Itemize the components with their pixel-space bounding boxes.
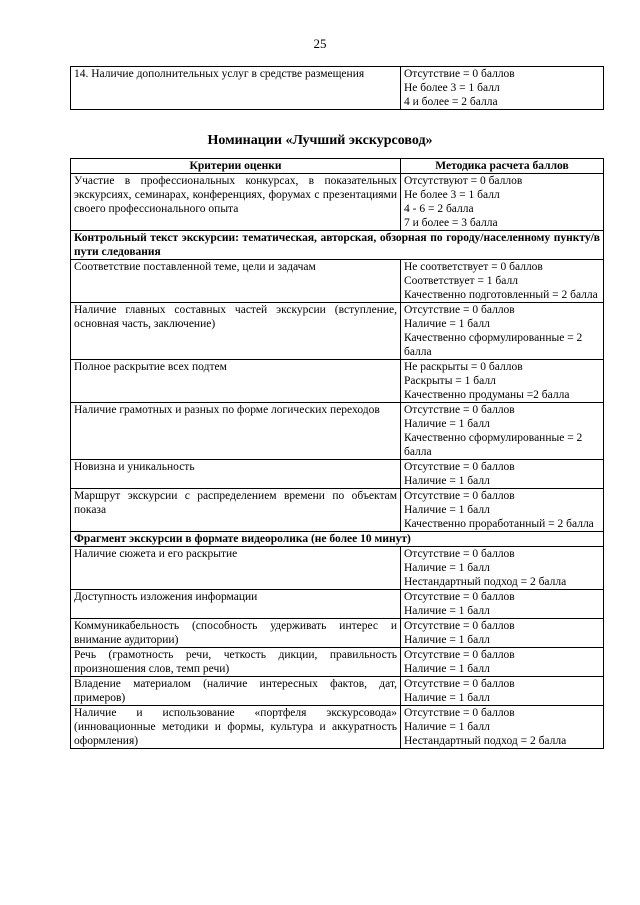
score-line: Отсутствие = 0 баллов [404,649,515,661]
criterion-cell: Маршрут экскурсии с распределением времени по объектам показа [71,489,401,532]
section-title: Фрагмент экскурсии в формате видеоролика (не более 10 минут) [71,532,604,547]
section-row [71,532,604,547]
header-row [71,159,604,174]
criterion-cell: Коммуникабельность (способность удерживать интерес и внимание аудитории) [71,619,401,648]
score-line: 4 - 6 = 2 балла [404,203,474,215]
score-line: Нестандартный подход = 2 балла [404,735,567,747]
criterion-cell: Наличие грамотных и разных по форме логических переходов [71,403,401,460]
score-line: Наличие = 1 балл [404,418,490,430]
criterion-cell: Наличие главных составных частей экскурсии (вступление, основная часть, заключение) [71,303,401,360]
score-line: Не соответствует = 0 баллов [404,261,543,273]
table-row [71,547,604,590]
table-row [71,677,604,706]
score-line: Качественно подготовленный = 2 балла [404,289,598,301]
score-line: Качественно сформулированные = 2 балла [404,332,583,358]
table-row [71,706,604,749]
criterion-cell: Речь (грамотность речи, четкость дикции, правильность произношения слов, темп речи) [71,648,401,677]
score-line: Отсутствие = 0 баллов [404,68,515,80]
table-body [71,174,604,749]
criterion-cell: 14. Наличие дополнительных услуг в средстве размещения [71,67,401,110]
table-row [71,403,604,460]
score-line: 4 и более = 2 балла [404,96,498,108]
score-line: Соответствует = 1 балл [404,275,518,287]
score-line: Качественно проработанный = 2 балла [404,518,594,530]
header-method: Методика расчета баллов [401,159,604,174]
evaluation-table [70,158,604,749]
score-line: Наличие = 1 балл [404,504,490,516]
criterion-cell: Доступность изложения информации [71,590,401,619]
scores-cell [401,303,604,360]
table-row [71,489,604,532]
scores-cell [401,67,604,110]
table-row [71,590,604,619]
score-line: Отсутствие = 0 баллов [404,620,515,632]
score-line: Отсутствие = 0 баллов [404,678,515,690]
score-line: Отсутствие = 0 баллов [404,461,515,473]
score-line: Нестандартный подход = 2 балла [404,576,567,588]
score-line: Не более 3 = 1 балл [404,189,500,201]
criterion-cell: Наличие сюжета и его раскрытие [71,547,401,590]
score-line: 7 и более = 3 балла [404,217,498,229]
top-criteria-table [70,66,604,110]
criterion-cell: Наличие и использование «портфеля экскурсовода» (инновационные методики и формы, культура и аккуратность оформления) [71,706,401,749]
scores-cell [401,619,604,648]
criterion-cell: Новизна и уникальность [71,460,401,489]
scores-cell [401,260,604,303]
criterion-cell: Соответствие поставленной теме, цели и задачам [71,260,401,303]
scores-cell [401,547,604,590]
header-criteria: Критерии оценки [71,159,401,174]
table-row [71,648,604,677]
section-title: Контрольный текст экскурсии: тематическая, авторская, обзорная по городу/населенному пункту/в пути следования [71,231,604,260]
table-row [71,67,604,110]
criterion-cell: Полное раскрытие всех подтем [71,360,401,403]
score-line: Наличие = 1 балл [404,692,490,704]
scores-cell [401,489,604,532]
table-row [71,303,604,360]
score-line: Наличие = 1 балл [404,634,490,646]
table-row [71,619,604,648]
scores-cell [401,403,604,460]
criterion-cell: Владение материалом (наличие интересных фактов, дат, примеров) [71,677,401,706]
table-row [71,260,604,303]
score-line: Наличие = 1 балл [404,318,490,330]
section-row [71,231,604,260]
score-line: Отсутствуют = 0 баллов [404,175,523,187]
table-row [71,174,604,231]
score-line: Наличие = 1 балл [404,475,490,487]
score-line: Отсутствие = 0 баллов [404,404,515,416]
page-number: 25 [313,36,327,51]
score-line: Отсутствие = 0 баллов [404,304,515,316]
score-line: Наличие = 1 балл [404,605,490,617]
scores-cell [401,174,604,231]
score-line: Наличие = 1 балл [404,562,490,574]
table-row [71,360,604,403]
scores-cell [401,677,604,706]
scores-cell [401,360,604,403]
score-line: Качественно продуманы =2 балла [404,389,570,401]
score-line: Не более 3 = 1 балл [404,82,500,94]
score-line: Не раскрыты = 0 баллов [404,361,523,373]
scores-cell [401,706,604,749]
score-line: Отсутствие = 0 баллов [404,591,515,603]
nomination-heading: Номинации «Лучший экскурсовод» [207,133,433,148]
score-line: Отсутствие = 0 баллов [404,548,515,560]
criterion-cell: Участие в профессиональных конкурсах, в показательных экскурсиях, семинарах, конференциях, форумах с презентациями своего профессионального опыта [71,174,401,231]
score-line: Отсутствие = 0 баллов [404,490,515,502]
score-line: Отсутствие = 0 баллов [404,707,515,719]
scores-cell [401,590,604,619]
score-line: Качественно сформулированные = 2 балла [404,432,583,458]
scores-cell [401,460,604,489]
score-line: Наличие = 1 балл [404,721,490,733]
score-line: Раскрыты = 1 балл [404,375,496,387]
score-line: Наличие = 1 балл [404,663,490,675]
table-row [71,460,604,489]
scores-cell [401,648,604,677]
